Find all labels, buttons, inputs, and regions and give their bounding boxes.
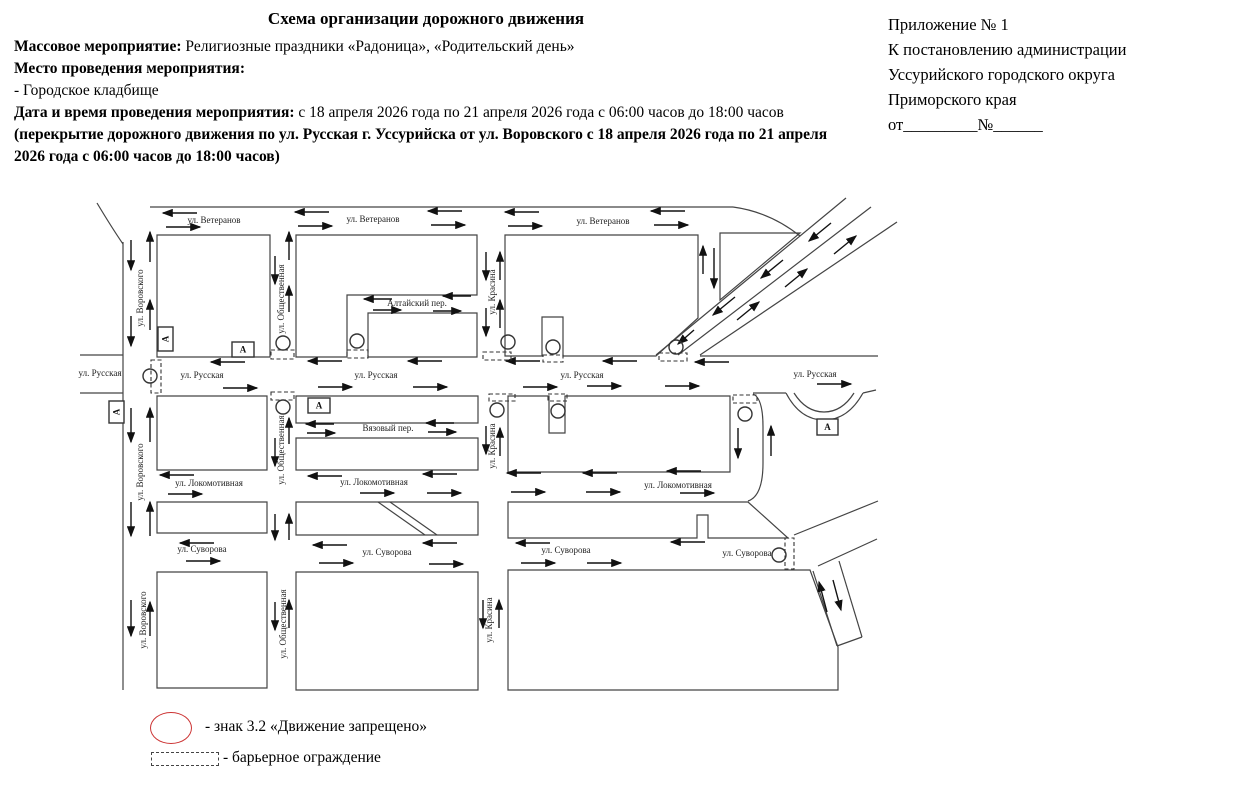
place-value: - Городское кладбище (14, 82, 159, 99)
road-curve (733, 207, 800, 236)
street-label: ул. Общественная (276, 264, 287, 334)
city-block (157, 396, 267, 470)
street-label: ул. Воровского (135, 443, 146, 501)
street-label: ул. Суворова (177, 544, 227, 555)
barrier-fence (489, 394, 515, 401)
no-entry-sign-3-2 (143, 369, 157, 383)
traffic-direction-arrow (833, 580, 841, 610)
city-block (508, 570, 838, 690)
annex-line-5: от_________№______ (888, 115, 1043, 134)
city-block (296, 438, 478, 470)
no-entry-sign-3-2 (501, 335, 515, 349)
street-label: ул. Суворова (541, 545, 591, 556)
no-entry-sign-3-2 (276, 336, 290, 350)
city-block (368, 313, 477, 357)
barrier-fence (543, 355, 563, 362)
street-label: Вязовый пер. (362, 423, 414, 434)
city-block (508, 502, 788, 538)
bus-stop-letter: А (239, 344, 247, 355)
annex-line-4: Приморского края (888, 90, 1017, 109)
barrier-fence (733, 395, 757, 403)
road-curve (748, 463, 763, 501)
city-block (157, 502, 267, 533)
road-edge (794, 501, 878, 535)
barrier-legend-label: - барьерное ограждение (223, 749, 381, 766)
city-block (720, 233, 800, 300)
barrier-fence (151, 360, 161, 393)
city-block (157, 235, 270, 357)
bus-stop-letter: А (111, 408, 122, 416)
city-block (157, 572, 267, 688)
road-edge (700, 222, 897, 355)
street-label: ул. Красина (487, 269, 498, 315)
place-label: Место проведения мероприятия: (14, 60, 245, 77)
datetime-value: с 18 апреля 2026 года по 21 апреля 2026 года с 06:00 часов до 18:00 часов (294, 104, 784, 121)
street-label: ул. Суворова (362, 547, 412, 558)
barrier-fence (271, 392, 294, 400)
city-block (296, 572, 478, 690)
street-label: ул. Локомотивная (340, 477, 408, 488)
annex-line-2: К постановлению администрации (888, 40, 1127, 59)
street-label: ул. Локомотивная (644, 480, 712, 491)
page-title: Схема организации дорожного движения (267, 9, 585, 28)
road-curve (753, 394, 763, 427)
barrier-fence (347, 350, 368, 358)
street-label: ул. Ветеранов (346, 214, 400, 225)
bus-stop-letter: А (315, 400, 323, 411)
street-label: ул. Воровского (135, 269, 146, 327)
city-block (508, 396, 730, 472)
road-edge (678, 207, 871, 355)
bus-stop-letter: А (824, 422, 831, 432)
no-entry-sign-3-2 (490, 403, 504, 417)
road-edge (837, 637, 862, 646)
annex-line-1: Приложение № 1 (888, 15, 1009, 34)
street-label: ул. Русская (560, 370, 604, 381)
no-entry-sign-3-2 (350, 334, 364, 348)
road-edge (839, 561, 862, 637)
traffic-direction-arrow (713, 297, 735, 315)
street-label: ул. Ветеранов (576, 216, 630, 227)
street-label: ул. Красина (484, 597, 495, 643)
barrier-legend-symbol (151, 752, 219, 766)
street-label: ул. Красина (487, 423, 498, 469)
road-curve (97, 203, 123, 244)
no-entry-legend-symbol (150, 712, 192, 744)
street-label: ул. Русская (78, 368, 122, 379)
street-label: ул. Русская (354, 370, 398, 381)
no-entry-sign-3-2 (738, 407, 752, 421)
street-label: ул. Локомотивная (175, 478, 243, 489)
street-label: ул. Русская (793, 369, 837, 380)
no-entry-sign-3-2 (551, 404, 565, 418)
barrier-fence (659, 353, 687, 361)
road-edge (656, 198, 846, 355)
no-entry-sign-3-2 (669, 340, 683, 354)
street-label: ул. Русская (180, 370, 224, 381)
road-edge (378, 502, 425, 535)
annex-line-3: Уссурийского городского округа (888, 65, 1115, 84)
street-label: Алтайский пер. (387, 298, 447, 309)
barrier-fence (548, 394, 567, 401)
no-entry-legend-label: - знак 3.2 «Движение запрещено» (205, 718, 427, 735)
street-label: ул. Общественная (278, 589, 289, 659)
no-entry-sign-3-2 (276, 400, 290, 414)
event-label: Массовое мероприятие: (14, 38, 182, 55)
event-value: Религиозные праздники «Радоница», «Родительский день» (181, 38, 575, 55)
no-entry-sign-3-2 (546, 340, 560, 354)
road-edge (863, 390, 876, 393)
city-block (296, 502, 478, 535)
road-edge (390, 502, 437, 535)
street-label: ул. Суворова (722, 548, 772, 559)
street-label: ул. Воровского (138, 591, 149, 649)
road-edge (818, 539, 877, 566)
city-block (505, 235, 698, 356)
bus-stop-letter: А (160, 335, 171, 343)
road-curve (794, 393, 854, 412)
street-label: ул. Общественная (276, 415, 287, 485)
street-label: ул. Ветеранов (187, 215, 241, 226)
datetime-label: Дата и время проведения мероприятия: (14, 104, 295, 121)
closure-note: (перекрытие дорожного движения по ул. Русская г. Уссурийска от ул. Воровского с 18 апреля 2026 года по 21 апреля 2026 года с 06:00 часов до 18:00 часов) (14, 126, 828, 165)
no-entry-sign-3-2 (772, 548, 786, 562)
barrier-fence (271, 350, 294, 359)
